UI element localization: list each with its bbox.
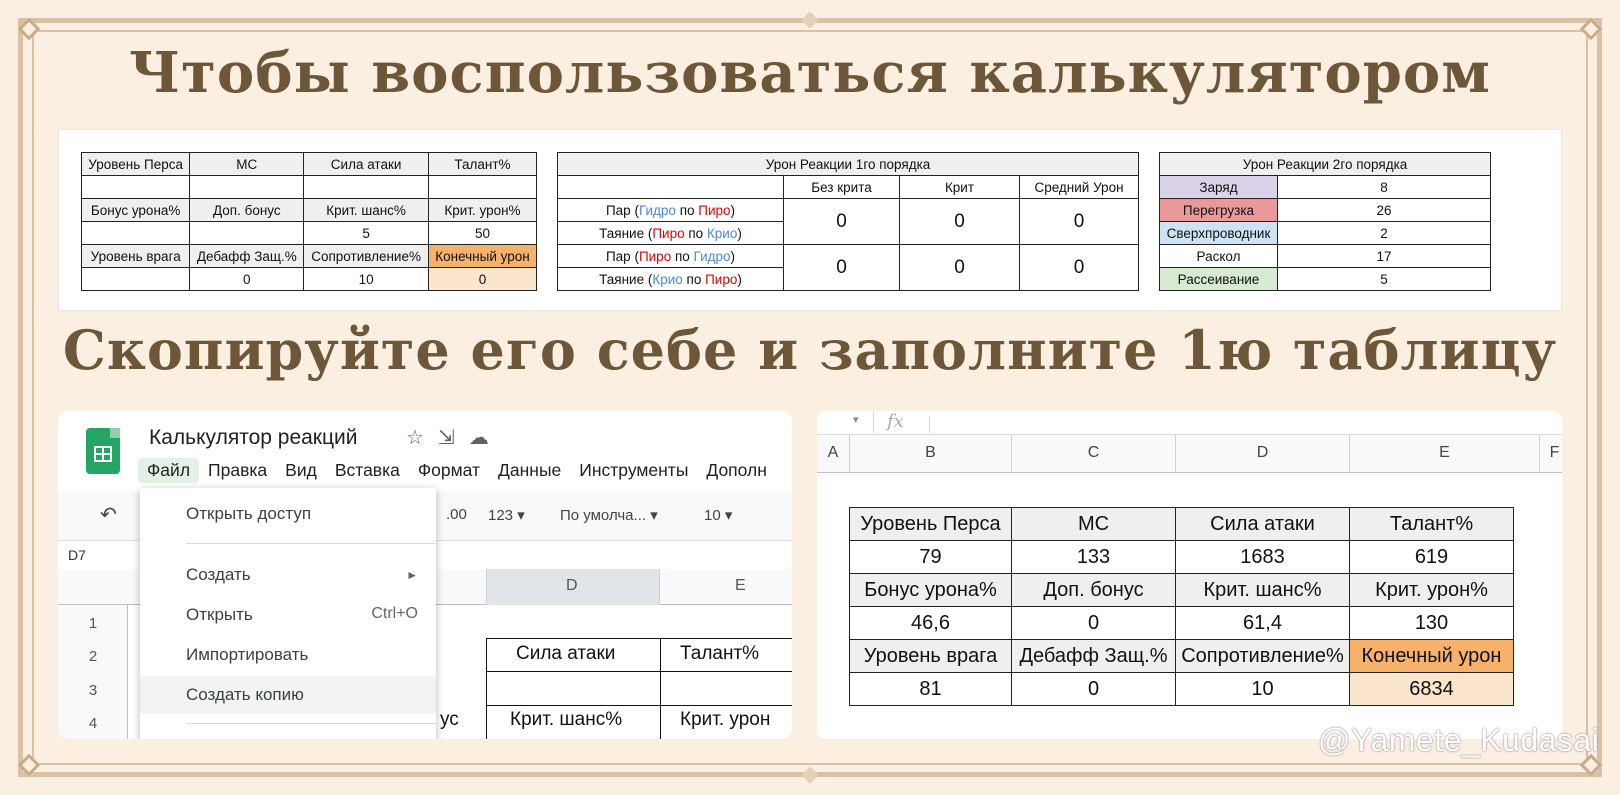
- number-format-button[interactable]: 123 ▾: [488, 507, 525, 524]
- menu-item-share[interactable]: Открыть доступ: [186, 504, 312, 523]
- reaction2-name: Перегрузка: [1160, 199, 1278, 222]
- menu-bar: [138, 458, 776, 483]
- reaction2-name: Заряд: [1160, 176, 1278, 199]
- element-name: Пиро: [652, 225, 685, 241]
- chevron-down-icon[interactable]: ▾: [853, 414, 859, 426]
- stats-value-cell[interactable]: 130: [1350, 607, 1514, 640]
- file-menu-dropdown: [140, 488, 436, 739]
- formula-bar[interactable]: [817, 411, 1562, 435]
- reaction2-title: Урон Реакции 2го порядка: [1160, 153, 1491, 176]
- reaction-damage-cell: 0: [1020, 199, 1139, 245]
- stats-value-cell[interactable]: 79: [850, 541, 1012, 574]
- stats-header-cell: Дебафф Защ.%: [190, 245, 304, 268]
- reaction-damage-cell: 0: [784, 199, 900, 245]
- reaction2-value: 8: [1278, 176, 1491, 199]
- stats-header-cell: Сила атаки: [304, 153, 429, 176]
- sheet-cell[interactable]: Крит. шанс%: [510, 709, 623, 730]
- stats-header-cell[interactable]: Сопротивление%: [1176, 640, 1350, 673]
- reaction2-value: 17: [1278, 245, 1491, 268]
- reaction1-title: Урон Реакции 1го порядка: [558, 153, 1139, 176]
- column-header-e[interactable]: E: [1350, 435, 1540, 473]
- menu-tools[interactable]: Инструменты: [579, 460, 689, 480]
- sheet-cell[interactable]: Крит. урон: [680, 709, 771, 730]
- reaction-damage-cell: 0: [900, 199, 1020, 245]
- element-name: Пиро: [638, 248, 672, 264]
- final-damage-header[interactable]: Конечный урон: [1350, 640, 1514, 673]
- stats-header-cell[interactable]: Уровень врага: [850, 640, 1012, 673]
- reaction2-value: 26: [1278, 199, 1491, 222]
- sheet-cell[interactable]: Сила атаки: [516, 643, 616, 664]
- filled-stats-table: [849, 507, 1514, 706]
- stats-value-cell[interactable]: [82, 268, 190, 291]
- final-damage-value[interactable]: 6834: [1350, 673, 1514, 706]
- stats-value-cell[interactable]: 81: [850, 673, 1012, 706]
- reaction-name-cell: Пар (Гидро по Пиро): [558, 199, 784, 222]
- reaction2-name: Сверхпроводник: [1160, 222, 1278, 245]
- column-header-f[interactable]: F: [1540, 435, 1562, 473]
- stats-value-cell[interactable]: 0: [1012, 673, 1176, 706]
- menu-edit[interactable]: Правка: [208, 460, 268, 480]
- calculator-sheet-preview: [58, 129, 1562, 311]
- final-damage-header: Конечный урон: [428, 245, 536, 268]
- menu-data[interactable]: Данные: [498, 460, 562, 480]
- font-family-select[interactable]: По умолча... ▾: [560, 507, 658, 524]
- menu-format[interactable]: Формат: [417, 460, 481, 480]
- stats-value-cell[interactable]: 10: [1176, 673, 1350, 706]
- element-name: Пиро: [705, 271, 738, 287]
- undo-icon[interactable]: ↶: [100, 504, 117, 526]
- sheet-cell[interactable]: ус: [440, 709, 459, 730]
- stats-header-cell: Сопротивление%: [304, 245, 429, 268]
- stats-header-cell[interactable]: МС: [1012, 508, 1176, 541]
- menu-view[interactable]: Вид: [285, 460, 317, 480]
- watermark: @Yamete_Kudasai: [1318, 722, 1600, 758]
- stats-value-cell[interactable]: 0: [1012, 607, 1176, 640]
- row-header[interactable]: 3: [88, 682, 98, 699]
- stats-header-cell: Бонус урона%: [82, 199, 190, 222]
- stats-header-cell: Крит. урон%: [428, 199, 536, 222]
- chevron-down-icon: ▾: [646, 507, 658, 524]
- reaction1-col-header: Без крита: [784, 176, 900, 199]
- column-header-a[interactable]: A: [817, 435, 850, 473]
- stats-header-cell[interactable]: Крит. урон%: [1350, 574, 1514, 607]
- stats-header-cell[interactable]: Крит. шанс%: [1176, 574, 1350, 607]
- chevron-down-icon: ▾: [720, 507, 733, 524]
- stats-value-cell[interactable]: 10: [304, 268, 429, 291]
- stats-value-cell[interactable]: [428, 176, 536, 199]
- stats-header-cell: МС: [190, 153, 304, 176]
- stats-header-cell[interactable]: Талант%: [1350, 508, 1514, 541]
- row-header[interactable]: 1: [88, 615, 98, 632]
- column-header-c[interactable]: C: [1012, 435, 1176, 473]
- reaction2-value: 2: [1278, 222, 1491, 245]
- reaction1-table: [557, 152, 1139, 291]
- top-title: Чтобы воспользоваться калькулятором: [129, 40, 1491, 106]
- stats-header-cell[interactable]: Доп. бонус: [1012, 574, 1176, 607]
- column-headers: [817, 435, 1562, 473]
- reaction-damage-cell: 0: [1020, 245, 1139, 291]
- stats-header-cell: Талант%: [428, 153, 536, 176]
- stats-value-cell[interactable]: 619: [1350, 541, 1514, 574]
- column-header-b[interactable]: B: [850, 435, 1012, 473]
- reaction-damage-cell: 0: [784, 245, 900, 291]
- menu-file[interactable]: Файл: [138, 458, 199, 483]
- menu-item-import[interactable]: Импортировать: [186, 645, 309, 664]
- stats-header-cell: Доп. бонус: [190, 199, 304, 222]
- stats-value-cell[interactable]: 5: [304, 222, 429, 245]
- stats-header-cell[interactable]: Дебафф Защ.%: [1012, 640, 1176, 673]
- stats-value-cell[interactable]: [82, 222, 190, 245]
- stats-value-cell[interactable]: [304, 176, 429, 199]
- column-header-e[interactable]: E: [735, 577, 746, 594]
- stats-value-cell[interactable]: [190, 176, 304, 199]
- row-header[interactable]: 4: [88, 715, 98, 732]
- reaction1-col-header: Средний Урон: [1020, 176, 1139, 199]
- stats-value-cell[interactable]: 61,4: [1176, 607, 1350, 640]
- filled-sheet-window: [817, 411, 1562, 739]
- stats-value-cell[interactable]: 46,6: [850, 607, 1012, 640]
- stats-header-cell[interactable]: Бонус урона%: [850, 574, 1012, 607]
- column-header-d[interactable]: D: [566, 577, 578, 594]
- element-name: Гидро: [638, 202, 676, 218]
- cloud-status-icon[interactable]: ☁: [468, 427, 489, 449]
- reaction2-table: [1159, 152, 1491, 291]
- stats-header-cell: Уровень врага: [82, 245, 190, 268]
- reaction2-name: Раскол: [1160, 245, 1278, 268]
- middle-title: Скопируйте его себе и заполните 1ю таблицу: [62, 318, 1558, 382]
- stats-value-cell[interactable]: [190, 222, 304, 245]
- stats-table: [81, 152, 537, 291]
- document-title[interactable]: Калькулятор реакций: [149, 426, 358, 449]
- increase-decimals-button[interactable]: .00: [446, 506, 467, 523]
- reaction-name-cell: Таяние (Пиро по Крио): [558, 222, 784, 245]
- element-name: Крио: [652, 271, 683, 287]
- stats-value-cell[interactable]: 50: [428, 222, 536, 245]
- stats-value-cell[interactable]: [82, 176, 190, 199]
- move-folder-icon[interactable]: ⇲: [437, 427, 455, 449]
- final-damage-value: 0: [428, 268, 536, 291]
- fx-icon: fx: [887, 411, 904, 432]
- column-header-d[interactable]: D: [1176, 435, 1350, 473]
- font-size-select[interactable]: 10 ▾: [704, 507, 733, 524]
- chevron-down-icon: ▾: [513, 507, 525, 524]
- stats-header-cell: Крит. шанс%: [304, 199, 429, 222]
- row-header[interactable]: 2: [88, 648, 98, 665]
- stats-header-cell[interactable]: Уровень Перса: [850, 508, 1012, 541]
- element-name: Гидро: [693, 248, 731, 264]
- stats-value-cell[interactable]: 1683: [1176, 541, 1350, 574]
- reaction2-name: Рассеивание: [1160, 268, 1278, 291]
- stats-header-cell: Уровень Перса: [82, 153, 190, 176]
- menu-item-open[interactable]: Открыть Ctrl+O: [186, 605, 418, 624]
- reaction-name-cell: Пар (Пиро по Гидро): [558, 245, 784, 268]
- menu-item-create[interactable]: Создать ►: [186, 565, 418, 584]
- menu-addons[interactable]: Дополн: [706, 460, 767, 480]
- row-headers: [58, 605, 128, 739]
- star-icon[interactable]: ☆: [406, 427, 424, 449]
- sheet-cell[interactable]: Талант%: [680, 643, 760, 664]
- stats-value-cell[interactable]: 0: [190, 268, 304, 291]
- element-name: Пиро: [698, 202, 731, 218]
- submenu-arrow-icon: ►: [406, 568, 418, 582]
- name-box[interactable]: D7: [68, 547, 86, 563]
- shortcut-label: Ctrl+O: [371, 605, 418, 622]
- reaction-damage-cell: 0: [900, 245, 1020, 291]
- reaction-name-cell: Таяние (Крио по Пиро): [558, 268, 784, 291]
- element-name: Крио: [706, 225, 738, 241]
- reaction2-value: 5: [1278, 268, 1491, 291]
- sheets-window: [58, 411, 792, 739]
- reaction1-col-header: Крит: [900, 176, 1020, 199]
- stats-header-cell[interactable]: Сила атаки: [1176, 508, 1350, 541]
- menu-insert[interactable]: Вставка: [334, 460, 400, 480]
- google-sheets-logo-icon[interactable]: [86, 428, 120, 474]
- stats-value-cell[interactable]: 133: [1012, 541, 1176, 574]
- menu-item-make-copy[interactable]: Создать копию: [140, 676, 436, 714]
